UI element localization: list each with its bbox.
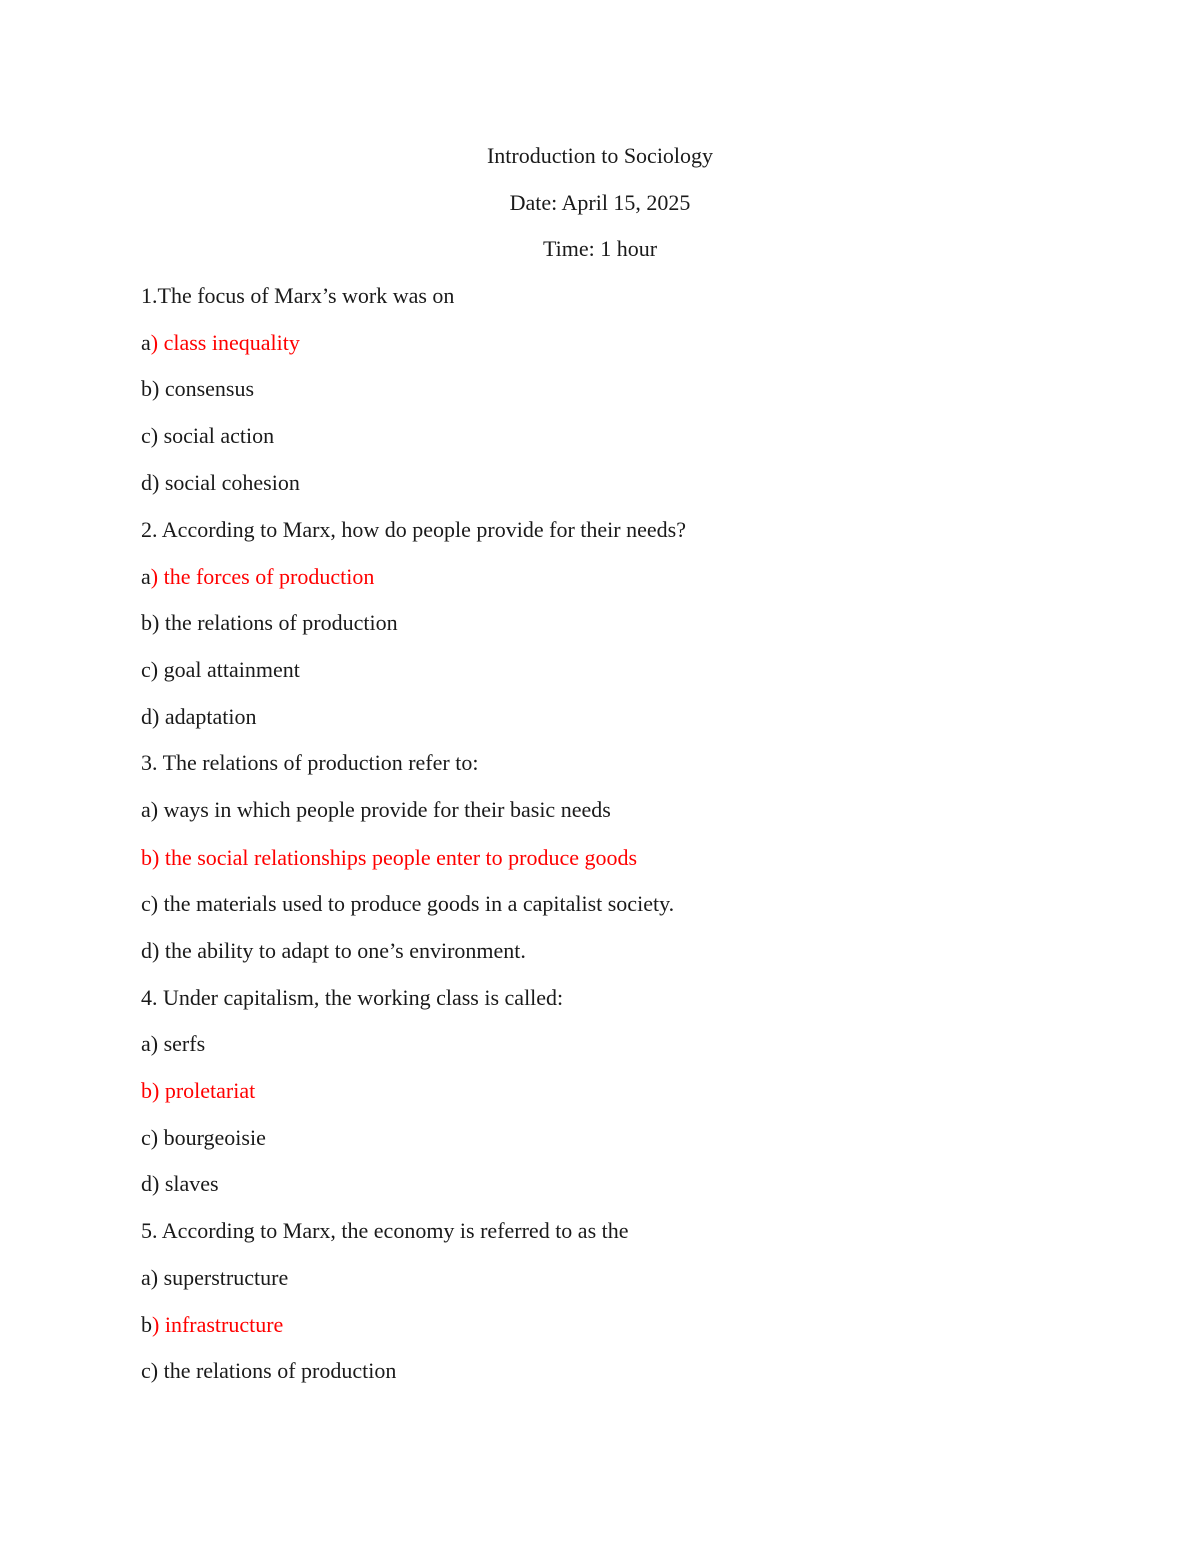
option-letter: a xyxy=(141,797,151,822)
option-letter: a xyxy=(141,330,151,355)
question-2-option-b xyxy=(141,608,398,638)
question-5-option-b xyxy=(141,1310,283,1340)
exam-time: Time: 1 hour xyxy=(542,236,658,261)
question-4-option-d xyxy=(141,1169,219,1199)
option-text: ) serfs xyxy=(150,1031,206,1056)
question-3-prompt: 3. The relations of production refer to: xyxy=(141,750,479,775)
option-text: ) the materials used to produce goods in a capitalist society. xyxy=(150,891,675,916)
question-4-option-a xyxy=(141,1029,205,1059)
question-2-option-a xyxy=(141,562,374,592)
exam-date: Date: April 15, 2025 xyxy=(509,190,691,215)
option-text: ) consensus xyxy=(152,376,255,401)
option-letter: b xyxy=(141,376,152,401)
option-letter: a xyxy=(141,564,151,589)
option-text: ) class inequality xyxy=(150,330,300,355)
option-text: ) the relations of production xyxy=(150,1358,397,1383)
option-letter: b xyxy=(141,1312,152,1337)
option-letter: c xyxy=(141,657,151,682)
question-2-prompt: 2. According to Marx, how do people provide for their needs? xyxy=(141,517,686,542)
option-text: ) goal attainment xyxy=(150,657,300,682)
option-letter: c xyxy=(141,891,151,916)
option-letter: d xyxy=(141,1171,152,1196)
question-3-option-b xyxy=(141,843,637,873)
option-letter: b xyxy=(141,1078,152,1103)
option-letter: d xyxy=(141,470,152,495)
question-1-option-c xyxy=(141,421,274,451)
option-letter: a xyxy=(141,1265,151,1290)
question-4-option-c xyxy=(141,1123,266,1153)
option-text: ) social action xyxy=(150,423,275,448)
option-letter: c xyxy=(141,423,151,448)
option-text: ) proletariat xyxy=(152,1078,256,1103)
option-letter: b xyxy=(141,845,152,870)
option-text: ) the forces of production xyxy=(150,564,375,589)
question-1-prompt: 1.The focus of Marx’s work was on xyxy=(141,283,455,308)
option-text: ) slaves xyxy=(152,1171,219,1196)
option-text: ) the ability to adapt to one’s environment. xyxy=(152,938,526,963)
option-letter: d xyxy=(141,704,152,729)
question-2-option-c xyxy=(141,655,300,685)
option-text: ) the relations of production xyxy=(152,610,398,635)
option-letter: a xyxy=(141,1031,151,1056)
question-2-option-d xyxy=(141,702,256,732)
option-text: ) ways in which people provide for their basic needs xyxy=(150,797,611,822)
question-5-option-a xyxy=(141,1263,288,1293)
question-1-option-d xyxy=(141,468,300,498)
option-text: ) superstructure xyxy=(150,1265,289,1290)
question-3-option-c xyxy=(141,889,674,919)
option-letter: b xyxy=(141,610,152,635)
question-4-option-b xyxy=(141,1076,255,1106)
question-5-option-c xyxy=(141,1356,396,1386)
option-letter: d xyxy=(141,938,152,963)
option-letter: c xyxy=(141,1358,151,1383)
question-5-prompt: 5. According to Marx, the economy is referred to as the xyxy=(141,1218,629,1243)
option-letter: c xyxy=(141,1125,151,1150)
option-text: ) adaptation xyxy=(152,704,257,729)
question-3-option-d xyxy=(141,936,526,966)
option-text: ) infrastructure xyxy=(152,1312,284,1337)
question-4-prompt: 4. Under capitalism, the working class is called: xyxy=(141,985,564,1010)
document-title: Introduction to Sociology xyxy=(486,143,714,168)
question-1-option-a xyxy=(141,328,300,358)
option-text: ) social cohesion xyxy=(152,470,300,495)
option-text: ) the social relationships people enter to produce goods xyxy=(152,845,638,870)
question-3-option-a xyxy=(141,795,611,825)
question-1-option-b xyxy=(141,374,254,404)
option-text: ) bourgeoisie xyxy=(150,1125,266,1150)
